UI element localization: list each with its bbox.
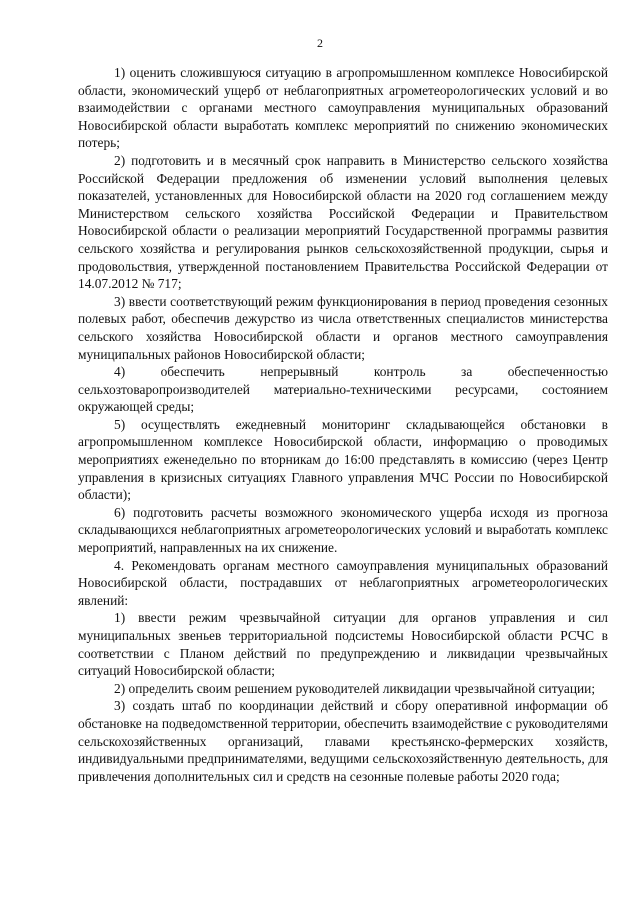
paragraph-appoint-heads: 2) определить своим решением руководителей ликвидации чрезвычайной ситуации; <box>114 680 596 696</box>
paragraph-operating-regime: 3) ввести соответствующий режим функционирования в период проведения сезонных полевых работ, обеспечив дежурство из числа ответственных специалистов министерства сельского хозяйства Новосибирской области и органов местного самоуправления муниципальных районов Новосибирской области; <box>78 293 608 362</box>
paragraph-coordination-hq: 3) создать штаб по координации действий и сбору оперативной информации об обстановке на подведомственной территории, обеспечить взаимодействие с руководителями сельскохозяйственных организаций, главами крестьянско-фермерских хозяйств, индивидуальными предпринимателями, ведущими сельскохозяйственную деятельность, для привлечения дополнительных сил и средств на сезонные полевые работы 2020 года; <box>78 698 608 784</box>
page-number: 2 <box>317 36 323 50</box>
paragraph-continuous-control: 4) обеспечить непрерывный контроль за обеспеченностью сельхозтоваропроизводителей материально-техническими ресурсами, состоянием окружающей среды; <box>78 364 608 415</box>
paragraph-send-proposals: 2) подготовить и в месячный срок направить в Министерство сельского хозяйства Российской Федерации предложения об изменении условий выполнения целевых показателей, установленных для Новосибирской области на 2020 год соглашением между Министерством сельского хозяйства Российской Федерации и Правительством Новосибирской области о реализации мероприятий Государственной программы развития сельского хозяйства и регулирования рынков сельскохозяйственной продукции, сырья и продовольствия, утвержденной постановлением Правительства Российской Федерации от 14.07.2012 № 717; <box>78 152 608 292</box>
paragraph-daily-monitoring: 5) осуществлять ежедневный мониторинг складывающейся обстановки в агропромышленном комплексе Новосибирской области, информацию о проводимых мероприятиях еженедельно по вторникам до 16:00 представлять в комиссию (через Центр управления в кризисных ситуациях Главного управления МЧС России по Новосибирской области); <box>78 416 608 503</box>
paragraph-recommendation: 4. Рекомендовать органам местного самоуправления муниципальных образований Новосибирской области, пострадавших от неблагоприятных агрометеорологических явлений: <box>78 557 608 608</box>
document-body <box>78 64 608 785</box>
paragraph-emergency-regime: 1) ввести режим чрезвычайной ситуации для органов управления и сил муниципальных звеньев территориальной подсистемы Новосибирской области РСЧС в соответствии с Планом действий по предупреждению и ликвидации чрезвычайных ситуаций Новосибирской области; <box>78 610 608 679</box>
paragraph-assess-situation: 1) оценить сложившуюся ситуацию в агропромышленном комплексе Новосибирской области, экономический ущерб от неблагоприятных агрометеорологических условий и во взаимодействии с органами местного самоуправления муниципальных образований Новосибирской области выработать комплекс мероприятий по снижению экономических потерь; <box>78 65 608 151</box>
paragraph-damage-calculation: 6) подготовить расчеты возможного экономического ущерба исходя из прогноза складывающихся неблагоприятных агрометеорологических условий и выработать комплекс мероприятий, направленных на их снижение. <box>78 504 608 556</box>
